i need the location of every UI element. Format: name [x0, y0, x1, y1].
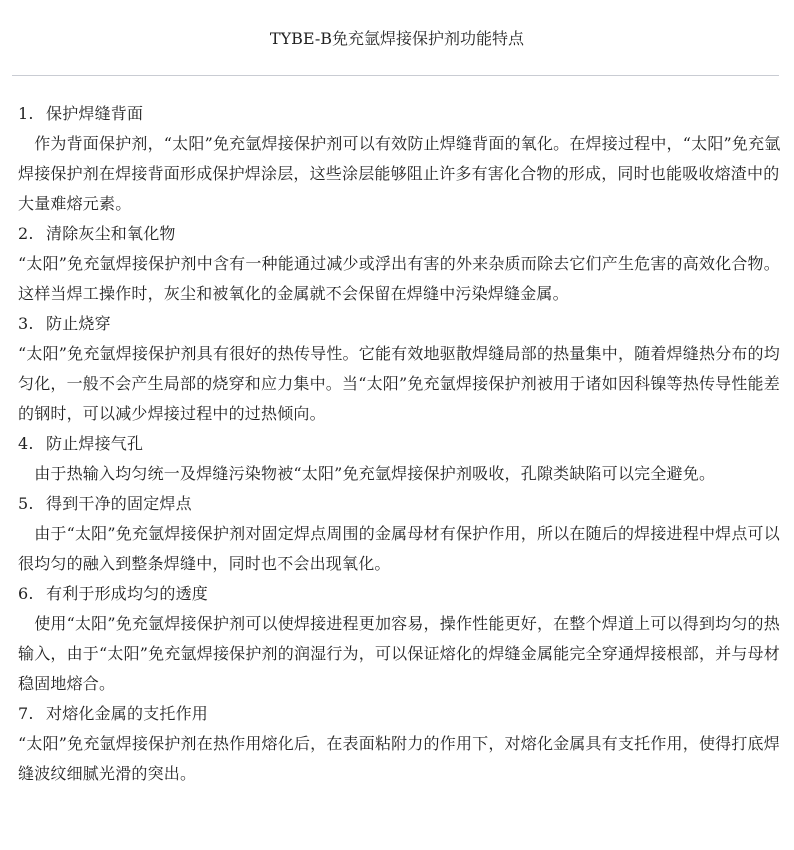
section-title: 对熔化金属的支托作用: [46, 704, 209, 723]
document-body: [18, 99, 786, 789]
title-divider: [12, 75, 779, 76]
section-title: 清除灰尘和氧化物: [46, 224, 176, 243]
section-number: 2.: [18, 224, 34, 243]
section-heading-2: [18, 219, 786, 249]
section-number: 4.: [18, 434, 34, 453]
section-heading-7: [18, 699, 786, 729]
section-body-1: 作为背面保护剂，“太阳”免充氩焊接保护剂可以有效防止焊缝背面的氧化。在焊接过程中，“太阳”免充氩焊接保护剂在焊接背面形成保护焊涂层，这些涂层能够阻止许多有害化合物的形成，同时也能吸收熔渣中的大量难熔元素。: [18, 134, 781, 213]
section-body-4: 由于热输入均匀统一及焊缝污染物被“太阳”免充氩焊接保护剂吸收，孔隙类缺陷可以完全避免。: [18, 464, 716, 483]
section-heading-4: [18, 429, 786, 459]
page-title: TYBE-B免充氩焊接保护剂功能特点: [269, 29, 525, 48]
section-number: 6.: [18, 584, 34, 603]
section-title: 有利于形成均匀的透度: [46, 584, 209, 603]
section-body-2: “太阳”免充氩焊接保护剂中含有一种能通过减少或浮出有害的外来杂质而除去它们产生危害的高效化合物。这样当焊工操作时，灰尘和被氧化的金属就不会保留在焊缝中污染焊缝金属。: [18, 254, 780, 303]
section-title: 防止烧穿: [46, 314, 111, 333]
section-body-5: 由于“太阳”免充氩焊接保护剂对固定焊点周围的金属母材有保护作用，所以在随后的焊接进程中焊点可以很均匀的融入到整条焊缝中，同时也不会出现氧化。: [18, 524, 780, 573]
section-heading-6: [18, 579, 786, 609]
section-number: 5.: [18, 494, 34, 513]
section-number: 3.: [18, 314, 34, 333]
section-title: 得到干净的固定焊点: [46, 494, 192, 513]
section-body-6: 使用“太阳”免充氩焊接保护剂可以使焊接进程更加容易，操作性能更好，在整个焊道上可以得到均匀的热输入，由于“太阳”免充氩焊接保护剂的润湿行为，可以保证熔化的焊缝金属能完全穿通焊接根部，并与母材稳固地熔合。: [18, 614, 780, 693]
section-body-3: “太阳”免充氩焊接保护剂具有很好的热传导性。它能有效地驱散焊缝局部的热量集中，随着焊缝热分布的均匀化，一般不会产生局部的烧穿和应力集中。当“太阳”免充氩焊接保护剂被用于诸如因科镍等热传导性能差的钢时，可以减少焊接过程中的过热倾向。: [18, 344, 780, 423]
section-number: 7.: [18, 704, 34, 723]
section-title: 防止焊接气孔: [46, 434, 144, 453]
section-number: 1.: [18, 104, 34, 123]
section-heading-5: [18, 489, 786, 519]
section-body-7: “太阳”免充氩焊接保护剂在热作用熔化后，在表面粘附力的作用下，对熔化金属具有支托作用，使得打底焊缝波纹细腻光滑的突出。: [18, 734, 780, 783]
section-heading-1: [18, 99, 786, 129]
section-title: 保护焊缝背面: [46, 104, 144, 123]
section-heading-3: [18, 309, 786, 339]
